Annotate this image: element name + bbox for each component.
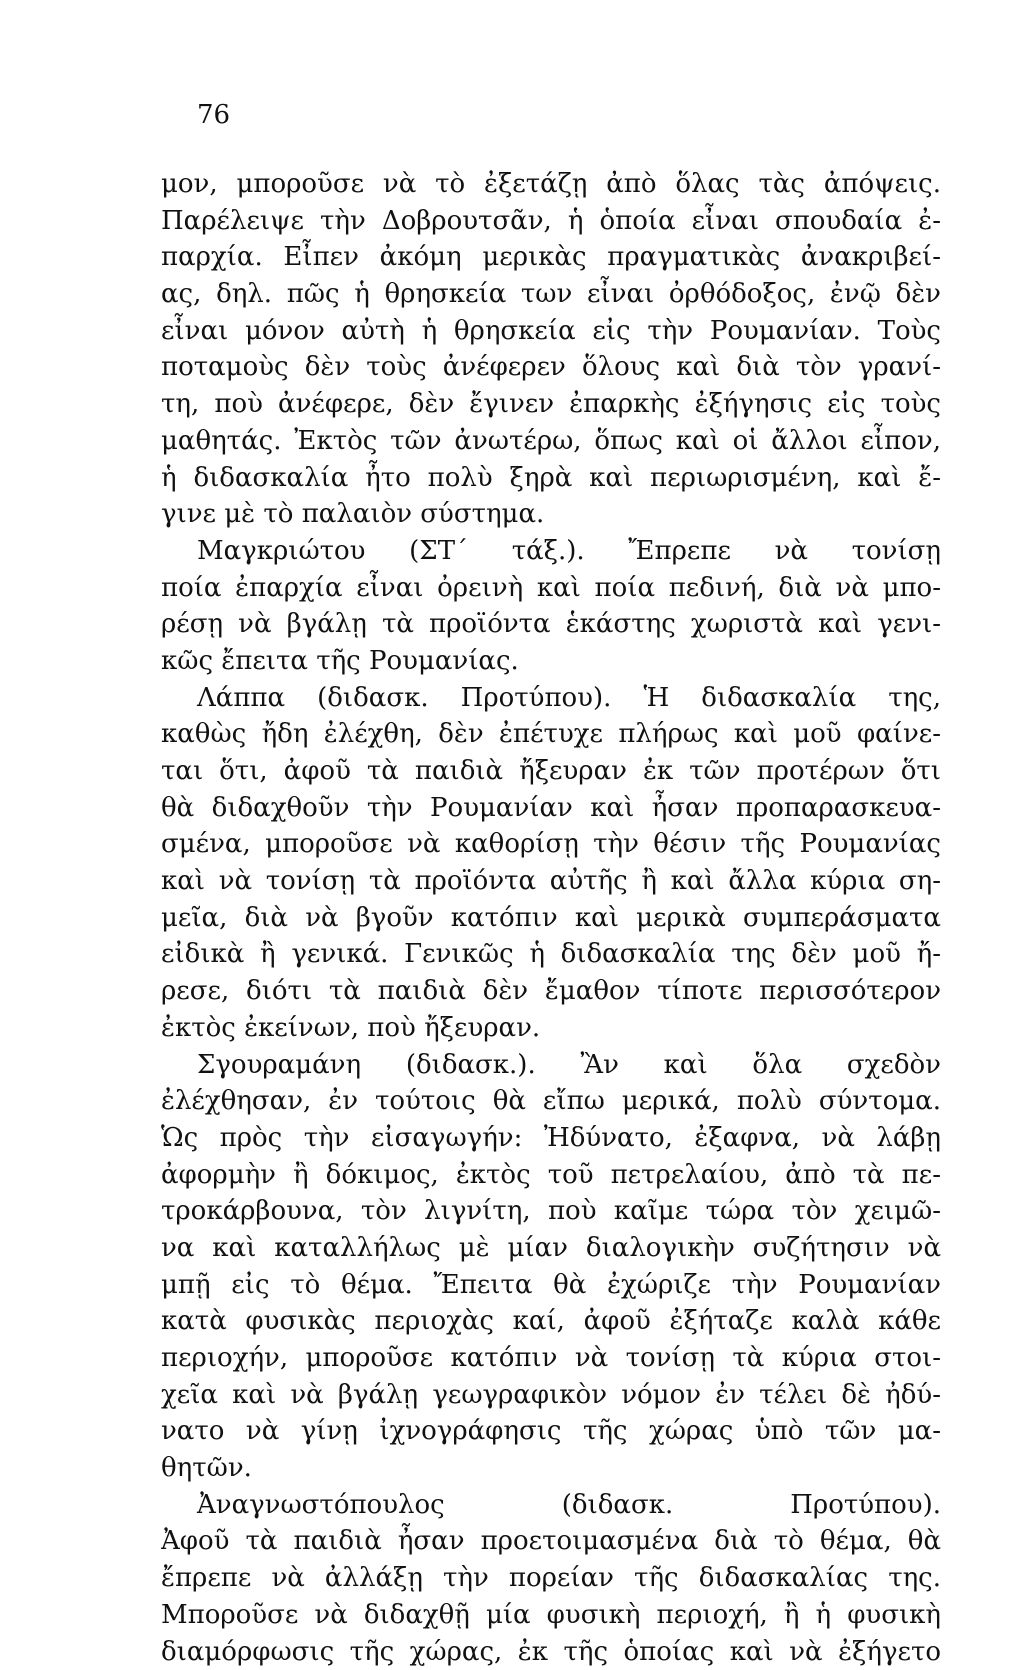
text-line: θητῶν. (161, 1450, 941, 1487)
text-line: Ὡς πρὸς τὴν εἰσαγωγήν: Ἠδύνατο, ἐξαφνα, νὰ λάβῃ (161, 1120, 941, 1157)
text-line: παρχία. Εἶπεν ἀκόμη μερικὰς πραγματικὰς ἀνακριβεί- (161, 239, 941, 276)
text-line: ρεσε, διότι τὰ παιδιὰ δὲν ἔμαθον τίποτε περισσότερον (161, 973, 941, 1010)
text-line: Παρέλειψε τὴν Δοβρουτσᾶν, ἡ ὁποία εἶναι σπουδαία ἐ- (161, 203, 941, 240)
text-line: μεῖα, διὰ νὰ βγοῦν κατόπιν καὶ μερικὰ συμπεράσματα (161, 900, 941, 937)
text-line: περιοχήν, μποροῦσε κατόπιν νὰ τονίσῃ τὰ κύρια στοι- (161, 1340, 941, 1377)
body-text (161, 166, 941, 1670)
text-line: τη, ποὺ ἀνέφερε, δὲν ἔγινεν ἐπαρκὴς ἐξήγησις εἰς τοὺς (161, 386, 941, 423)
text-line: γινε μὲ τὸ παλαιὸν σύστημα. (161, 496, 941, 533)
text-line: τροκάρβουνα, τὸν λιγνίτη, ποὺ καῖμε τώρα τὸν χειμῶ- (161, 1193, 941, 1230)
speaker-line: Σγουραμάνη (διδασκ.). Ἂν καὶ ὅλα σχεδὸν (161, 1047, 941, 1084)
text-line: Μποροῦσε νὰ διδαχθῇ μία φυσικὴ περιοχή, ἢ ἡ φυσικὴ (161, 1597, 941, 1634)
text-line: σμένα, μποροῦσε νὰ καθορίσῃ τὴν θέσιν τῆς Ρουμανίας (161, 826, 941, 863)
text-line: ται ὅτι, ἀφοῦ τὰ παιδιὰ ἤξευραν ἐκ τῶν προτέρων ὅτι (161, 753, 941, 790)
page-number: 76 (197, 100, 230, 130)
text-line: χεῖα καὶ νὰ βγάλῃ γεωγραφικὸν νόμον ἐν τέλει δὲ ἠδύ- (161, 1377, 941, 1414)
text-line: μον, μποροῦσε νὰ τὸ ἐξετάζῃ ἀπὸ ὅλας τὰς ἀπόψεις. (161, 166, 941, 203)
speaker-line: Λάππα (διδασκ. Προτύπου). Ἡ διδασκαλία της, (161, 680, 941, 717)
speaker-line: Μαγκριώτου (ΣΤ΄ τάξ.). Ἔπρεπε νὰ τονίσῃ (161, 533, 941, 570)
text-line: μπῇ εἰς τὸ θέμα. Ἔπειτα θὰ ἐχώριζε τὴν Ρουμανίαν (161, 1267, 941, 1304)
text-line: ἐλέχθησαν, ἐν τούτοις θὰ εἴπω μερικά, πολὺ σύντομα. (161, 1083, 941, 1120)
text-line: να καὶ καταλλήλως μὲ μίαν διαλογικὴν συζήτησιν νὰ (161, 1230, 941, 1267)
text-line: ἀφορμὴν ἢ δόκιμος, ἐκτὸς τοῦ πετρελαίου, ἀπὸ τὰ πε- (161, 1157, 941, 1194)
text-line: ας, δηλ. πῶς ἡ θρησκεία των εἶναι ὀρθόδοξος, ἐνῷ δὲν (161, 276, 941, 313)
text-line: εἶναι μόνον αὐτὴ ἡ θρησκεία εἰς τὴν Ρουμανίαν. Τοὺς (161, 313, 941, 350)
text-line: ποία ἐπαρχία εἶναι ὀρεινὴ καὶ ποία πεδινή, διὰ νὰ μπο- (161, 570, 941, 607)
text-line: νατο νὰ γίνῃ ἰχνογράφησις τῆς χώρας ὑπὸ τῶν μα- (161, 1413, 941, 1450)
text-line: εἰδικὰ ἢ γενικά. Γενικῶς ἡ διδασκαλία της δὲν μοῦ ἤ- (161, 936, 941, 973)
speaker-line: Ἀναγνωστόπουλος (διδασκ. Προτύπου). (161, 1487, 941, 1524)
text-line: ποταμοὺς δὲν τοὺς ἀνέφερεν ὅλους καὶ διὰ τὸν γρανί- (161, 349, 941, 386)
text-line: ἡ διδασκαλία ἦτο πολὺ ξηρὰ καὶ περιωρισμένη, καὶ ἔ- (161, 460, 941, 497)
text-line: καὶ νὰ τονίσῃ τὰ προϊόντα αὐτῆς ἢ καὶ ἄλλα κύρια ση- (161, 863, 941, 900)
text-line: Ἀφοῦ τὰ παιδιὰ ἦσαν προετοιμασμένα διὰ τὸ θέμα, θὰ (161, 1523, 941, 1560)
text-line: θὰ διδαχθοῦν τὴν Ρουμανίαν καὶ ἦσαν προπαρασκευα- (161, 790, 941, 827)
text-line: ρέσῃ νὰ βγάλῃ τὰ προϊόντα ἑκάστης χωριστὰ καὶ γενι- (161, 606, 941, 643)
text-line: μαθητάς. Ἐκτὸς τῶν ἀνωτέρω, ὅπως καὶ οἱ ἄλλοι εἶπον, (161, 423, 941, 460)
text-line: διαμόρφωσις τῆς χώρας, ἐκ τῆς ὁποίας καὶ νὰ ἐξήγετο (161, 1634, 941, 1670)
text-line: ἔπρεπε νὰ ἀλλάξῃ τὴν πορείαν τῆς διδασκαλίας της. (161, 1560, 941, 1597)
text-line: ἐκτὸς ἐκείνων, ποὺ ἤξευραν. (161, 1010, 941, 1047)
text-line: καθὼς ἤδη ἐλέχθη, δὲν ἐπέτυχε πλήρως καὶ μοῦ φαίνε- (161, 716, 941, 753)
text-line: κατὰ φυσικὰς περιοχὰς καί, ἀφοῦ ἐξήταζε καλὰ κάθε (161, 1303, 941, 1340)
text-line: κῶς ἔπειτα τῆς Ρουμανίας. (161, 643, 941, 680)
